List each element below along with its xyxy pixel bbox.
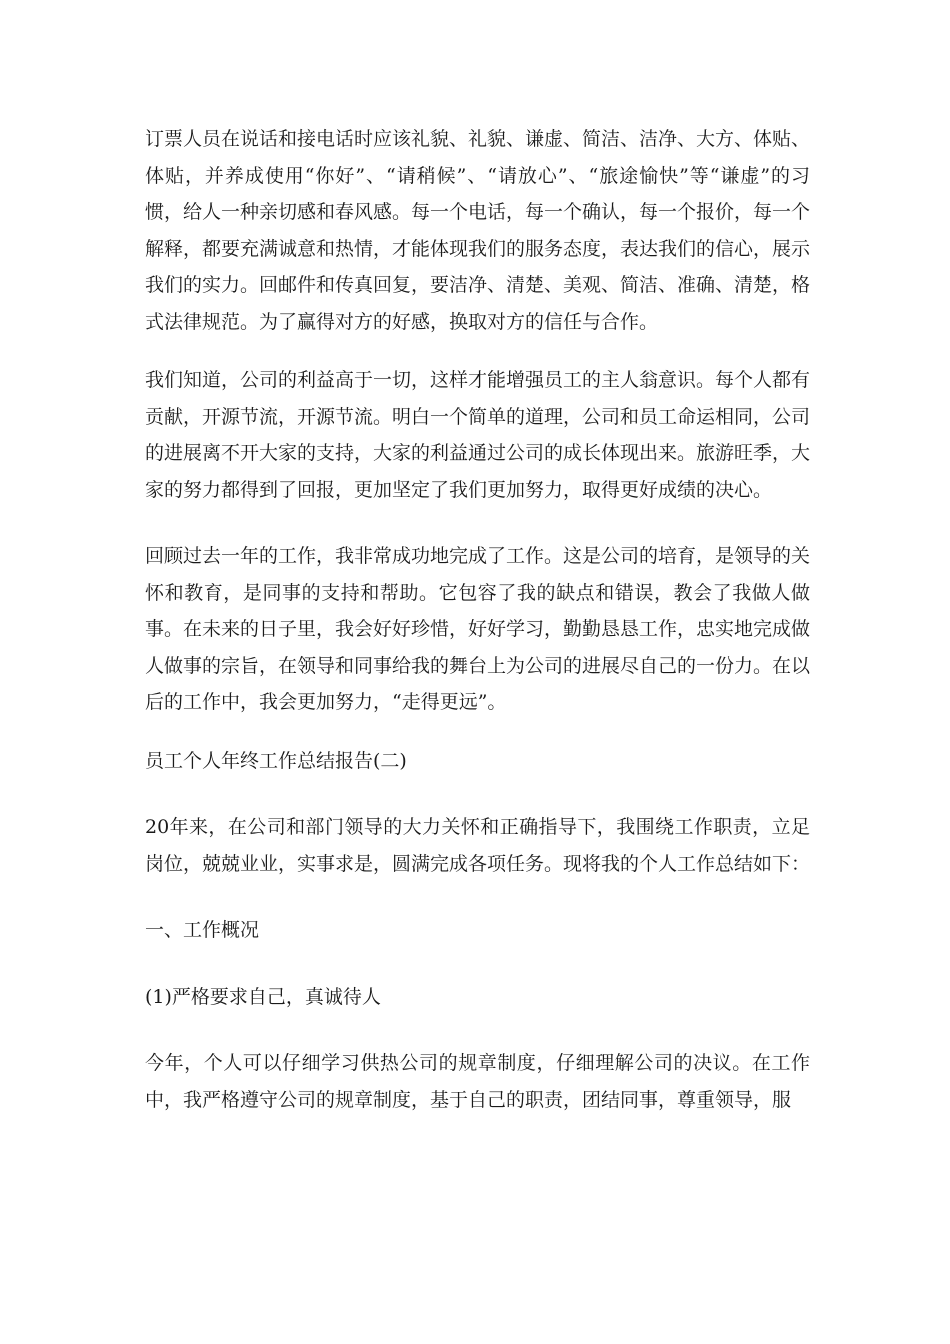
paragraph-year-review: 回顾过去一年的工作，我非常成功地完成了工作。这是公司的培育，是领导的关怀和教育，是同事的支持和帮助。它包容了我的缺点和错误，教会了我做人做事。在未来的日子里，我会好好珍惜，好好学习，勤勤恳恳工作，忠实地完成做人做事的宗旨，在领导和同事给我的舞台上为公司的进展尽自己的一份力。在以后的工作中，我会更加努力，“走得更远”。 [145, 545, 811, 713]
paragraph-report-intro: 20年来，在公司和部门领导的大力关怀和正确指导下，我围绕工作职责，立足岗位，兢兢业业，实事求是，圆满完成各项任务。现将我的个人工作总结如下： [145, 816, 811, 875]
subheading-strict-requirements: (1)严格要求自己，真诚待人 [145, 985, 381, 1008]
paragraph-company-interest: 我们知道，公司的利益高于一切，这样才能增强员工的主人翁意识。每个人都有贡献，开源节流，开源节流。明白一个简单的道理，公司和员工命运相同，公司的进展离不开大家的支持，大家的利益通过公司的成长体现出来。旅游旺季，大家的努力都得到了回报，更加坚定了我们更加努力，取得更好成绩的决心。 [145, 369, 811, 501]
section-title-report-two: 员工个人年终工作总结报告(二) [145, 749, 407, 772]
document-body [145, 121, 810, 1118]
paragraph-study-regulations: 今年，个人可以仔细学习供热公司的规章制度，仔细理解公司的决议。在工作中，我严格遵守公司的规章制度，基于自己的职责，团结同事，尊重领导，服 [145, 1052, 810, 1111]
paragraph-ticketing-etiquette: 订票人员在说话和接电话时应该礼貌、礼貌、谦虚、简洁、洁净、大方、体贴、体贴，并养成使用“你好”、“请稍候”、“请放心”、“旅途愉快”等“谦虚”的习惯，给人一种亲切感和春风感。每一个电话，每一个确认，每一个报价，每一个解释，都要充满诚意和热情，才能体现我们的服务态度，表达我们的信心，展示我们的实力。回邮件和传真回复，要洁净、清楚、美观、简洁、准确、清楚，格式法律规范。为了赢得对方的好感，换取对方的信任与合作。 [145, 128, 811, 333]
heading-work-overview: 一、工作概况 [145, 919, 260, 941]
